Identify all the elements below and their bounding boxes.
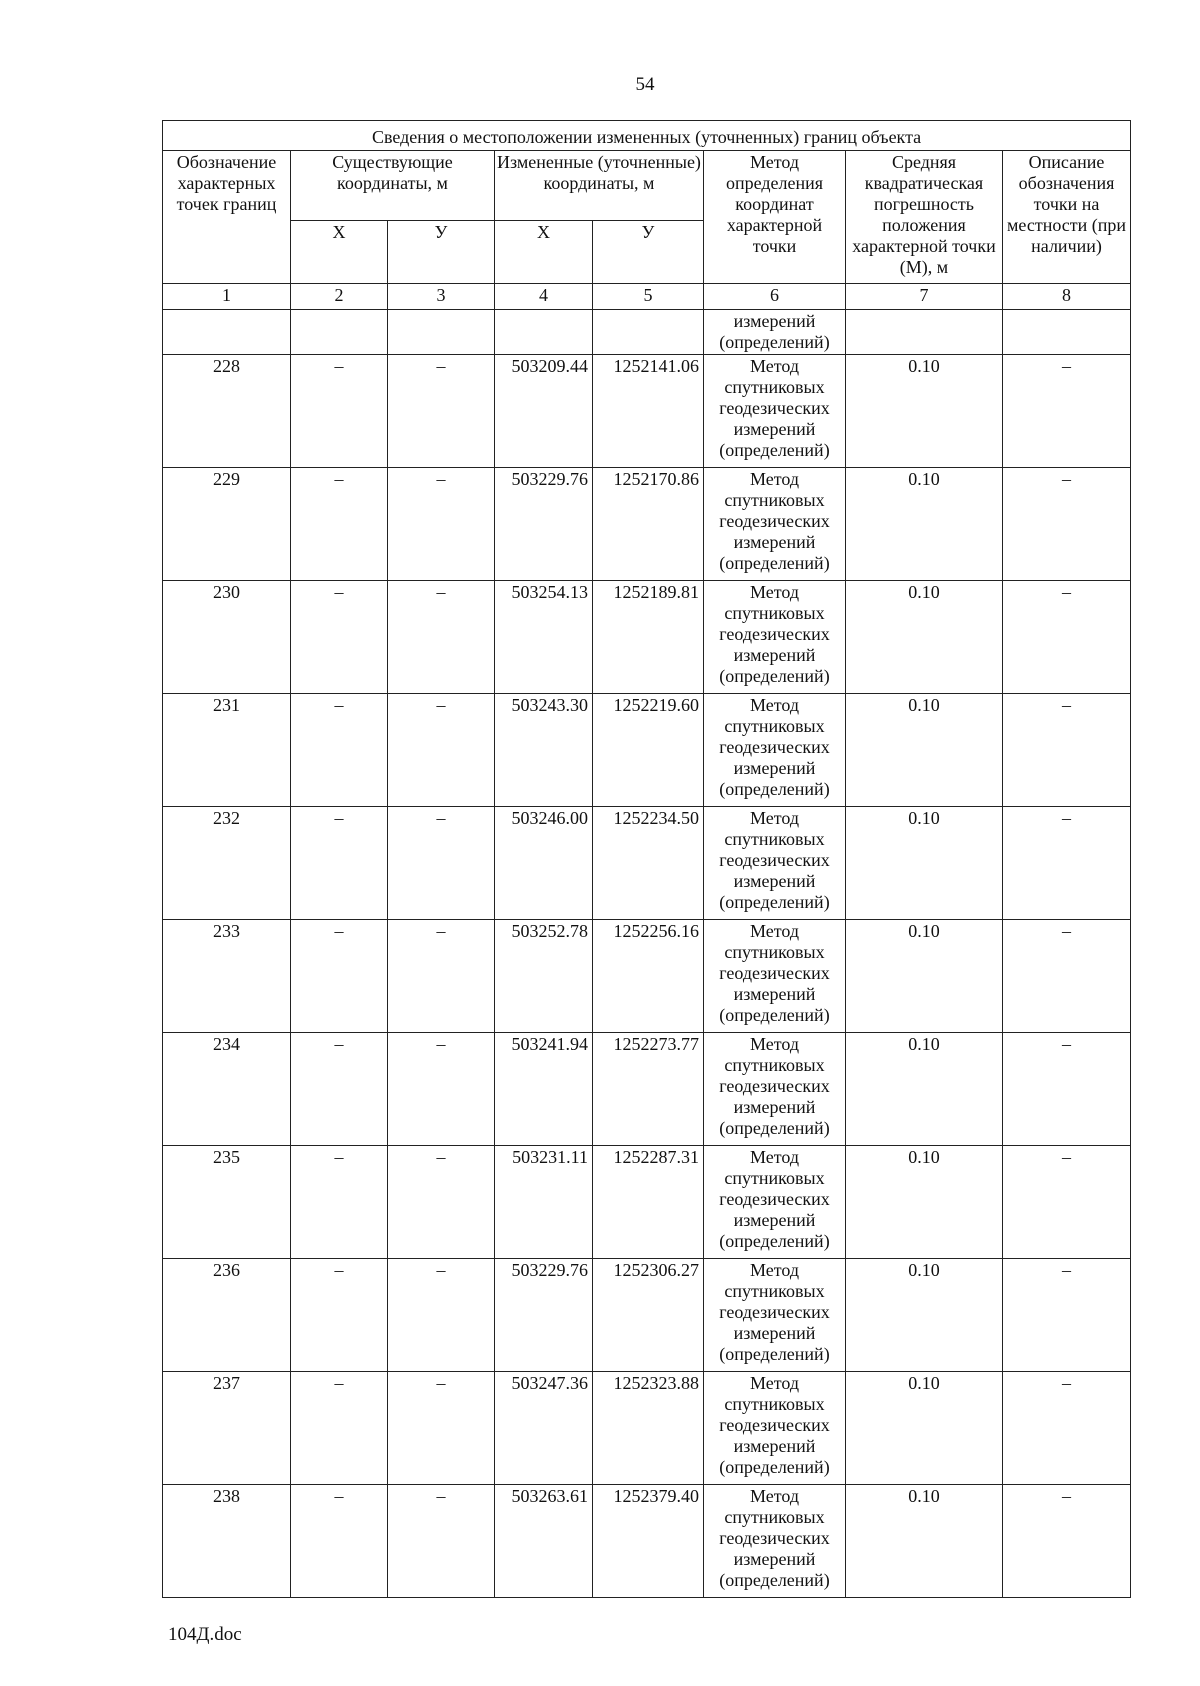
column-number: 3: [388, 284, 495, 310]
changed-y: 1252287.31: [593, 1146, 704, 1259]
changed-y: 1252379.40: [593, 1485, 704, 1598]
point-designation: 231: [163, 694, 291, 807]
column-number: 1: [163, 284, 291, 310]
document-filename: 104Д.doc: [168, 1624, 242, 1645]
point-designation: 237: [163, 1372, 291, 1485]
boundary-points-table: [162, 120, 1131, 1598]
existing-y: –: [388, 920, 495, 1033]
changed-y: 1252323.88: [593, 1372, 704, 1485]
method: Метод спутниковых геодезических измерений (определений): [704, 1259, 846, 1372]
header-method: Метод определения координат характерной точки: [704, 151, 846, 284]
changed-x: 503252.78: [495, 920, 593, 1033]
mean-square-error: 0.10: [846, 468, 1003, 581]
header-existing-x: Х: [291, 221, 388, 284]
column-number: 7: [846, 284, 1003, 310]
header-changed-coordinates: Измененные (уточненные) координаты, м: [495, 151, 704, 221]
changed-y: 1252234.50: [593, 807, 704, 920]
changed-x: 503254.13: [495, 581, 593, 694]
changed-y: 1252273.77: [593, 1033, 704, 1146]
existing-x: –: [291, 1372, 388, 1485]
existing-x: –: [291, 1485, 388, 1598]
changed-x: 503229.76: [495, 468, 593, 581]
point-description: –: [1003, 355, 1131, 468]
point-designation: 230: [163, 581, 291, 694]
existing-x: –: [291, 1033, 388, 1146]
header-point-designation: Обозначение характерных точек границ: [163, 151, 291, 284]
changed-y: 1252170.86: [593, 468, 704, 581]
point-designation: 233: [163, 920, 291, 1033]
point-designation: 229: [163, 468, 291, 581]
page-number: 54: [635, 74, 655, 95]
table-row: [163, 807, 1131, 920]
column-number: 6: [704, 284, 846, 310]
method: Метод спутниковых геодезических измерений (определений): [704, 1372, 846, 1485]
table-row: [163, 1146, 1131, 1259]
existing-y: –: [388, 694, 495, 807]
table-row: [163, 581, 1131, 694]
existing-x: –: [291, 468, 388, 581]
table-title: Сведения о местоположении измененных (уточненных) границ объекта: [163, 121, 1131, 151]
point-designation: 228: [163, 355, 291, 468]
table-row: [163, 1485, 1131, 1598]
existing-y: –: [388, 355, 495, 468]
mean-square-error: 0.10: [846, 920, 1003, 1033]
mean-square-error: 0.10: [846, 1033, 1003, 1146]
column-numbers-row: [163, 284, 1131, 310]
point-designation: 232: [163, 807, 291, 920]
changed-x: 503229.76: [495, 1259, 593, 1372]
mean-square-error: 0.10: [846, 1259, 1003, 1372]
point-description: –: [1003, 694, 1131, 807]
point-description: –: [1003, 468, 1131, 581]
existing-x: –: [291, 581, 388, 694]
existing-x: –: [291, 355, 388, 468]
changed-x: 503247.36: [495, 1372, 593, 1485]
column-number: 8: [1003, 284, 1131, 310]
continuation-method: измерений (определений): [704, 310, 846, 355]
existing-x: –: [291, 694, 388, 807]
changed-x: 503243.30: [495, 694, 593, 807]
table-row: [163, 355, 1131, 468]
table-row: [163, 694, 1131, 807]
changed-x: 503209.44: [495, 355, 593, 468]
point-designation: 238: [163, 1485, 291, 1598]
method: Метод спутниковых геодезических измерений (определений): [704, 920, 846, 1033]
table-row: [163, 1259, 1131, 1372]
point-description: –: [1003, 1372, 1131, 1485]
header-existing-y: У: [388, 221, 495, 284]
point-designation: 236: [163, 1259, 291, 1372]
existing-y: –: [388, 1146, 495, 1259]
table-row: [163, 1033, 1131, 1146]
changed-y: 1252256.16: [593, 920, 704, 1033]
header-description: Описание обозначения точки на местности (при наличии): [1003, 151, 1131, 284]
point-description: –: [1003, 1485, 1131, 1598]
continuation-row: [163, 310, 1131, 355]
existing-y: –: [388, 1372, 495, 1485]
column-number: 2: [291, 284, 388, 310]
method: Метод спутниковых геодезических измерений (определений): [704, 1146, 846, 1259]
method: Метод спутниковых геодезических измерений (определений): [704, 807, 846, 920]
table-row: [163, 1372, 1131, 1485]
existing-x: –: [291, 1259, 388, 1372]
header-existing-coordinates: Существующие координаты, м: [291, 151, 495, 221]
mean-square-error: 0.10: [846, 1146, 1003, 1259]
header-changed-y: У: [593, 221, 704, 284]
method: Метод спутниковых геодезических измерений (определений): [704, 355, 846, 468]
point-designation: 234: [163, 1033, 291, 1146]
header-changed-x: Х: [495, 221, 593, 284]
existing-x: –: [291, 920, 388, 1033]
existing-x: –: [291, 1146, 388, 1259]
header-error: Средняя квадратическая погрешность положения характерной точки (М), м: [846, 151, 1003, 284]
table-row: [163, 468, 1131, 581]
existing-x: –: [291, 807, 388, 920]
table-row: [163, 920, 1131, 1033]
existing-y: –: [388, 1485, 495, 1598]
existing-y: –: [388, 807, 495, 920]
point-designation: 235: [163, 1146, 291, 1259]
mean-square-error: 0.10: [846, 694, 1003, 807]
point-description: –: [1003, 807, 1131, 920]
method: Метод спутниковых геодезических измерений (определений): [704, 1033, 846, 1146]
existing-y: –: [388, 1033, 495, 1146]
mean-square-error: 0.10: [846, 355, 1003, 468]
mean-square-error: 0.10: [846, 1485, 1003, 1598]
method: Метод спутниковых геодезических измерений (определений): [704, 468, 846, 581]
mean-square-error: 0.10: [846, 1372, 1003, 1485]
mean-square-error: 0.10: [846, 581, 1003, 694]
changed-y: 1252189.81: [593, 581, 704, 694]
changed-y: 1252141.06: [593, 355, 704, 468]
point-description: –: [1003, 920, 1131, 1033]
changed-x: 503263.61: [495, 1485, 593, 1598]
column-number: 5: [593, 284, 704, 310]
existing-y: –: [388, 581, 495, 694]
existing-y: –: [388, 468, 495, 581]
mean-square-error: 0.10: [846, 807, 1003, 920]
changed-x: 503241.94: [495, 1033, 593, 1146]
column-number: 4: [495, 284, 593, 310]
method: Метод спутниковых геодезических измерений (определений): [704, 1485, 846, 1598]
point-description: –: [1003, 1033, 1131, 1146]
method: Метод спутниковых геодезических измерений (определений): [704, 581, 846, 694]
method: Метод спутниковых геодезических измерений (определений): [704, 694, 846, 807]
point-description: –: [1003, 581, 1131, 694]
point-description: –: [1003, 1146, 1131, 1259]
changed-y: 1252219.60: [593, 694, 704, 807]
changed-y: 1252306.27: [593, 1259, 704, 1372]
changed-x: 503231.11: [495, 1146, 593, 1259]
point-description: –: [1003, 1259, 1131, 1372]
changed-x: 503246.00: [495, 807, 593, 920]
existing-y: –: [388, 1259, 495, 1372]
